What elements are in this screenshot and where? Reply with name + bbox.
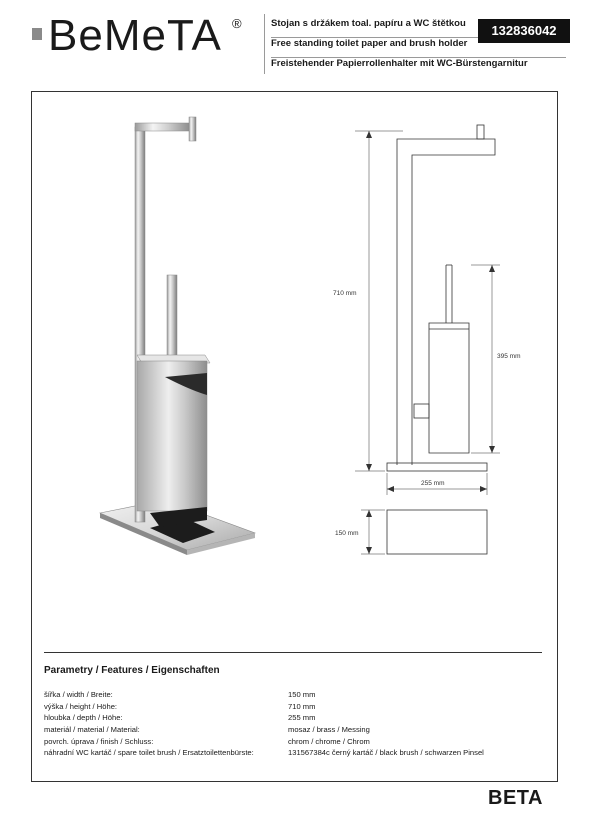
model-name: BETA	[488, 787, 543, 809]
parameters-title: Parametry / Features / Eigenschaften	[44, 665, 220, 676]
parameter-label: šířka / width / Breite:	[44, 690, 113, 699]
parameters-divider	[44, 652, 542, 653]
parameter-value: 131567384c černý kartáč / black brush / schwarzen Pinsel	[288, 748, 484, 758]
depth-dimension-label: 150 mm	[335, 530, 359, 537]
logo-text: BeMeTA	[48, 11, 222, 60]
brand-logo	[32, 11, 247, 60]
title-english: Free standing toilet paper and brush holder	[271, 38, 468, 49]
parameter-label: materiál / material / Material:	[44, 725, 140, 735]
brush-height-dimension-label: 395 mm	[497, 353, 521, 360]
parameter-label: náhradní WC kartáč / spare toilet brush / Ersatztoilettenbürste:	[44, 748, 254, 758]
width-dimension-label: 255 mm	[421, 480, 445, 487]
product-photo	[95, 115, 260, 560]
title-separator	[271, 57, 566, 58]
logo-mark	[32, 28, 42, 40]
registered-mark: ®	[232, 16, 242, 31]
header-divider	[264, 14, 265, 74]
title-czech: Stojan s držákem toal. papíru a WC štětkou	[271, 18, 466, 29]
parameter-value: 150 mm	[288, 690, 316, 699]
parameter-value: 255 mm	[288, 713, 316, 723]
product-code-badge: 132836042	[478, 19, 570, 43]
parameter-value: chrom / chrome / Chrom	[288, 736, 370, 746]
parameter-value: mosaz / brass / Messing	[288, 725, 370, 735]
parameter-label: výška / height / Höhe:	[44, 701, 118, 711]
parameter-label: hloubka / depth / Höhe:	[44, 713, 123, 723]
parameter-value: 710 mm	[288, 701, 316, 711]
title-german: Freistehender Papierrollenhalter mit WC-Bürstengarnitur	[271, 58, 528, 69]
height-dimension-label: 710 mm	[333, 290, 357, 297]
parameter-label: povrch. úprava / finish / Schluss:	[44, 736, 154, 746]
technical-drawing	[325, 115, 545, 565]
